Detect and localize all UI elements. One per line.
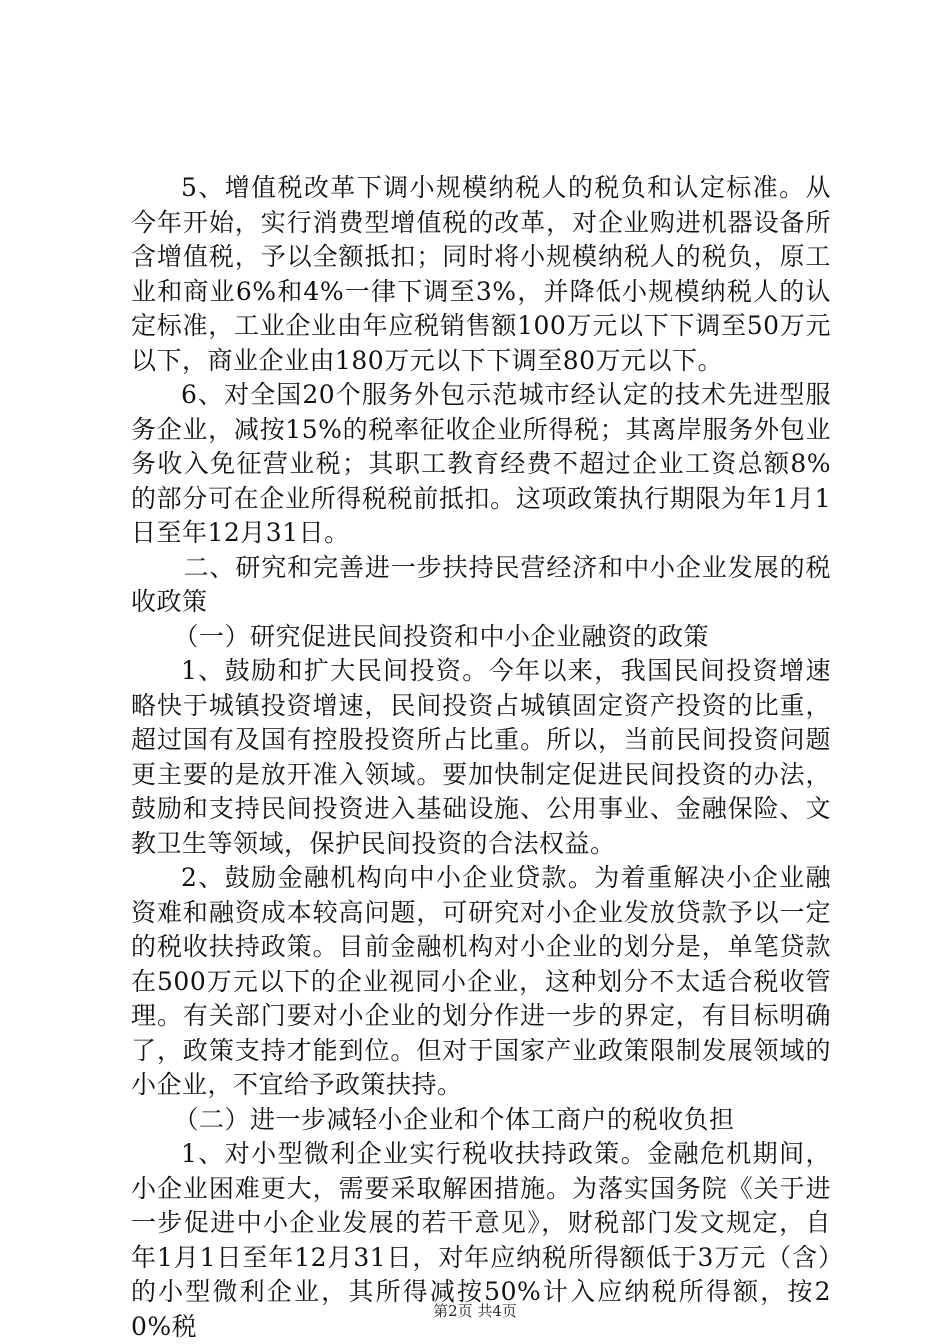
paragraph-item-6: 6、对全国20个服务外包示范城市经认定的技术先进型服务企业，减按15%的税率征收企业所得税；其离岸服务外包业务收入免征营业税；其职工教育经费不超过企业工资总额8%的部分可在企业所得税税前抵扣。这项政策执行期限为年1月1日至年12月31日。 <box>131 380 831 547</box>
subsection-heading-1: （一）研究促进民间投资和中小企业融资的政策 <box>173 621 710 651</box>
section-heading-2: 二、研究和完善进一步扶持民营经济和中小企业发展的税收政策 <box>131 552 831 616</box>
paragraph-encourage-bank-loans: 2、鼓励金融机构向中小企业贷款。为着重解决小企业融资难和融资成本较高问题，可研究对小企业发放贷款予以一定的税收扶持政策。目前金融机构对小企业的划分是，单笔贷款在500万元以下的企业视同小企业，这种划分不太适合税收管理。有关部门要对小企业的划分作进一步的界定，有目标明确了，政策支持才能到位。但对于国家产业政策限制发展领域的小企业，不宜给予政策扶持。 <box>131 863 831 1099</box>
paragraph-small-profit-enterprises: 1、对小型微利企业实行税收扶持政策。金融危机期间，小企业困难更大，需要采取解困措施。为落实国务院《关于进一步促进中小企业发展的若干意见》，财税部门发文规定，自年1月1日至年12月31日，对年应纳税所得额低于3万元（含）的小型微利企业，其所得减按50%计入应纳税所得额，按20%税 <box>131 1139 831 1341</box>
document-body <box>131 171 831 1344</box>
paragraph-item-5: 5、增值税改革下调小规模纳税人的税负和认定标准。从今年开始，实行消费型增值税的改革，对企业购进机器设备所含增值税，予以全额抵扣；同时将小规模纳税人的税负，原工业和商业6%和4%一律下调至3%，并降低小规模纳税人的认定标准，工业企业由年应税销售额100万元以下下调至50万元以下，商业企业由180万元以下下调至80万元以下。 <box>131 173 831 375</box>
paragraph-encourage-private-investment: 1、鼓励和扩大民间投资。今年以来，我国民间投资增速略快于城镇投资增速，民间投资占城镇固定资产投资的比重，超过国有及国有控股投资所占比重。所以，当前民间投资问题更主要的是放开准入领域。要加快制定促进民间投资的办法，鼓励和支持民间投资进入基础设施、公用事业、金融保险、文教卫生等领域，保护民间投资的合法权益。 <box>131 656 831 858</box>
subsection-heading-2: （二）进一步减轻小企业和个体工商户的税收负担 <box>173 1104 735 1134</box>
page-footer: 第2页 共4页 <box>433 1302 517 1320</box>
